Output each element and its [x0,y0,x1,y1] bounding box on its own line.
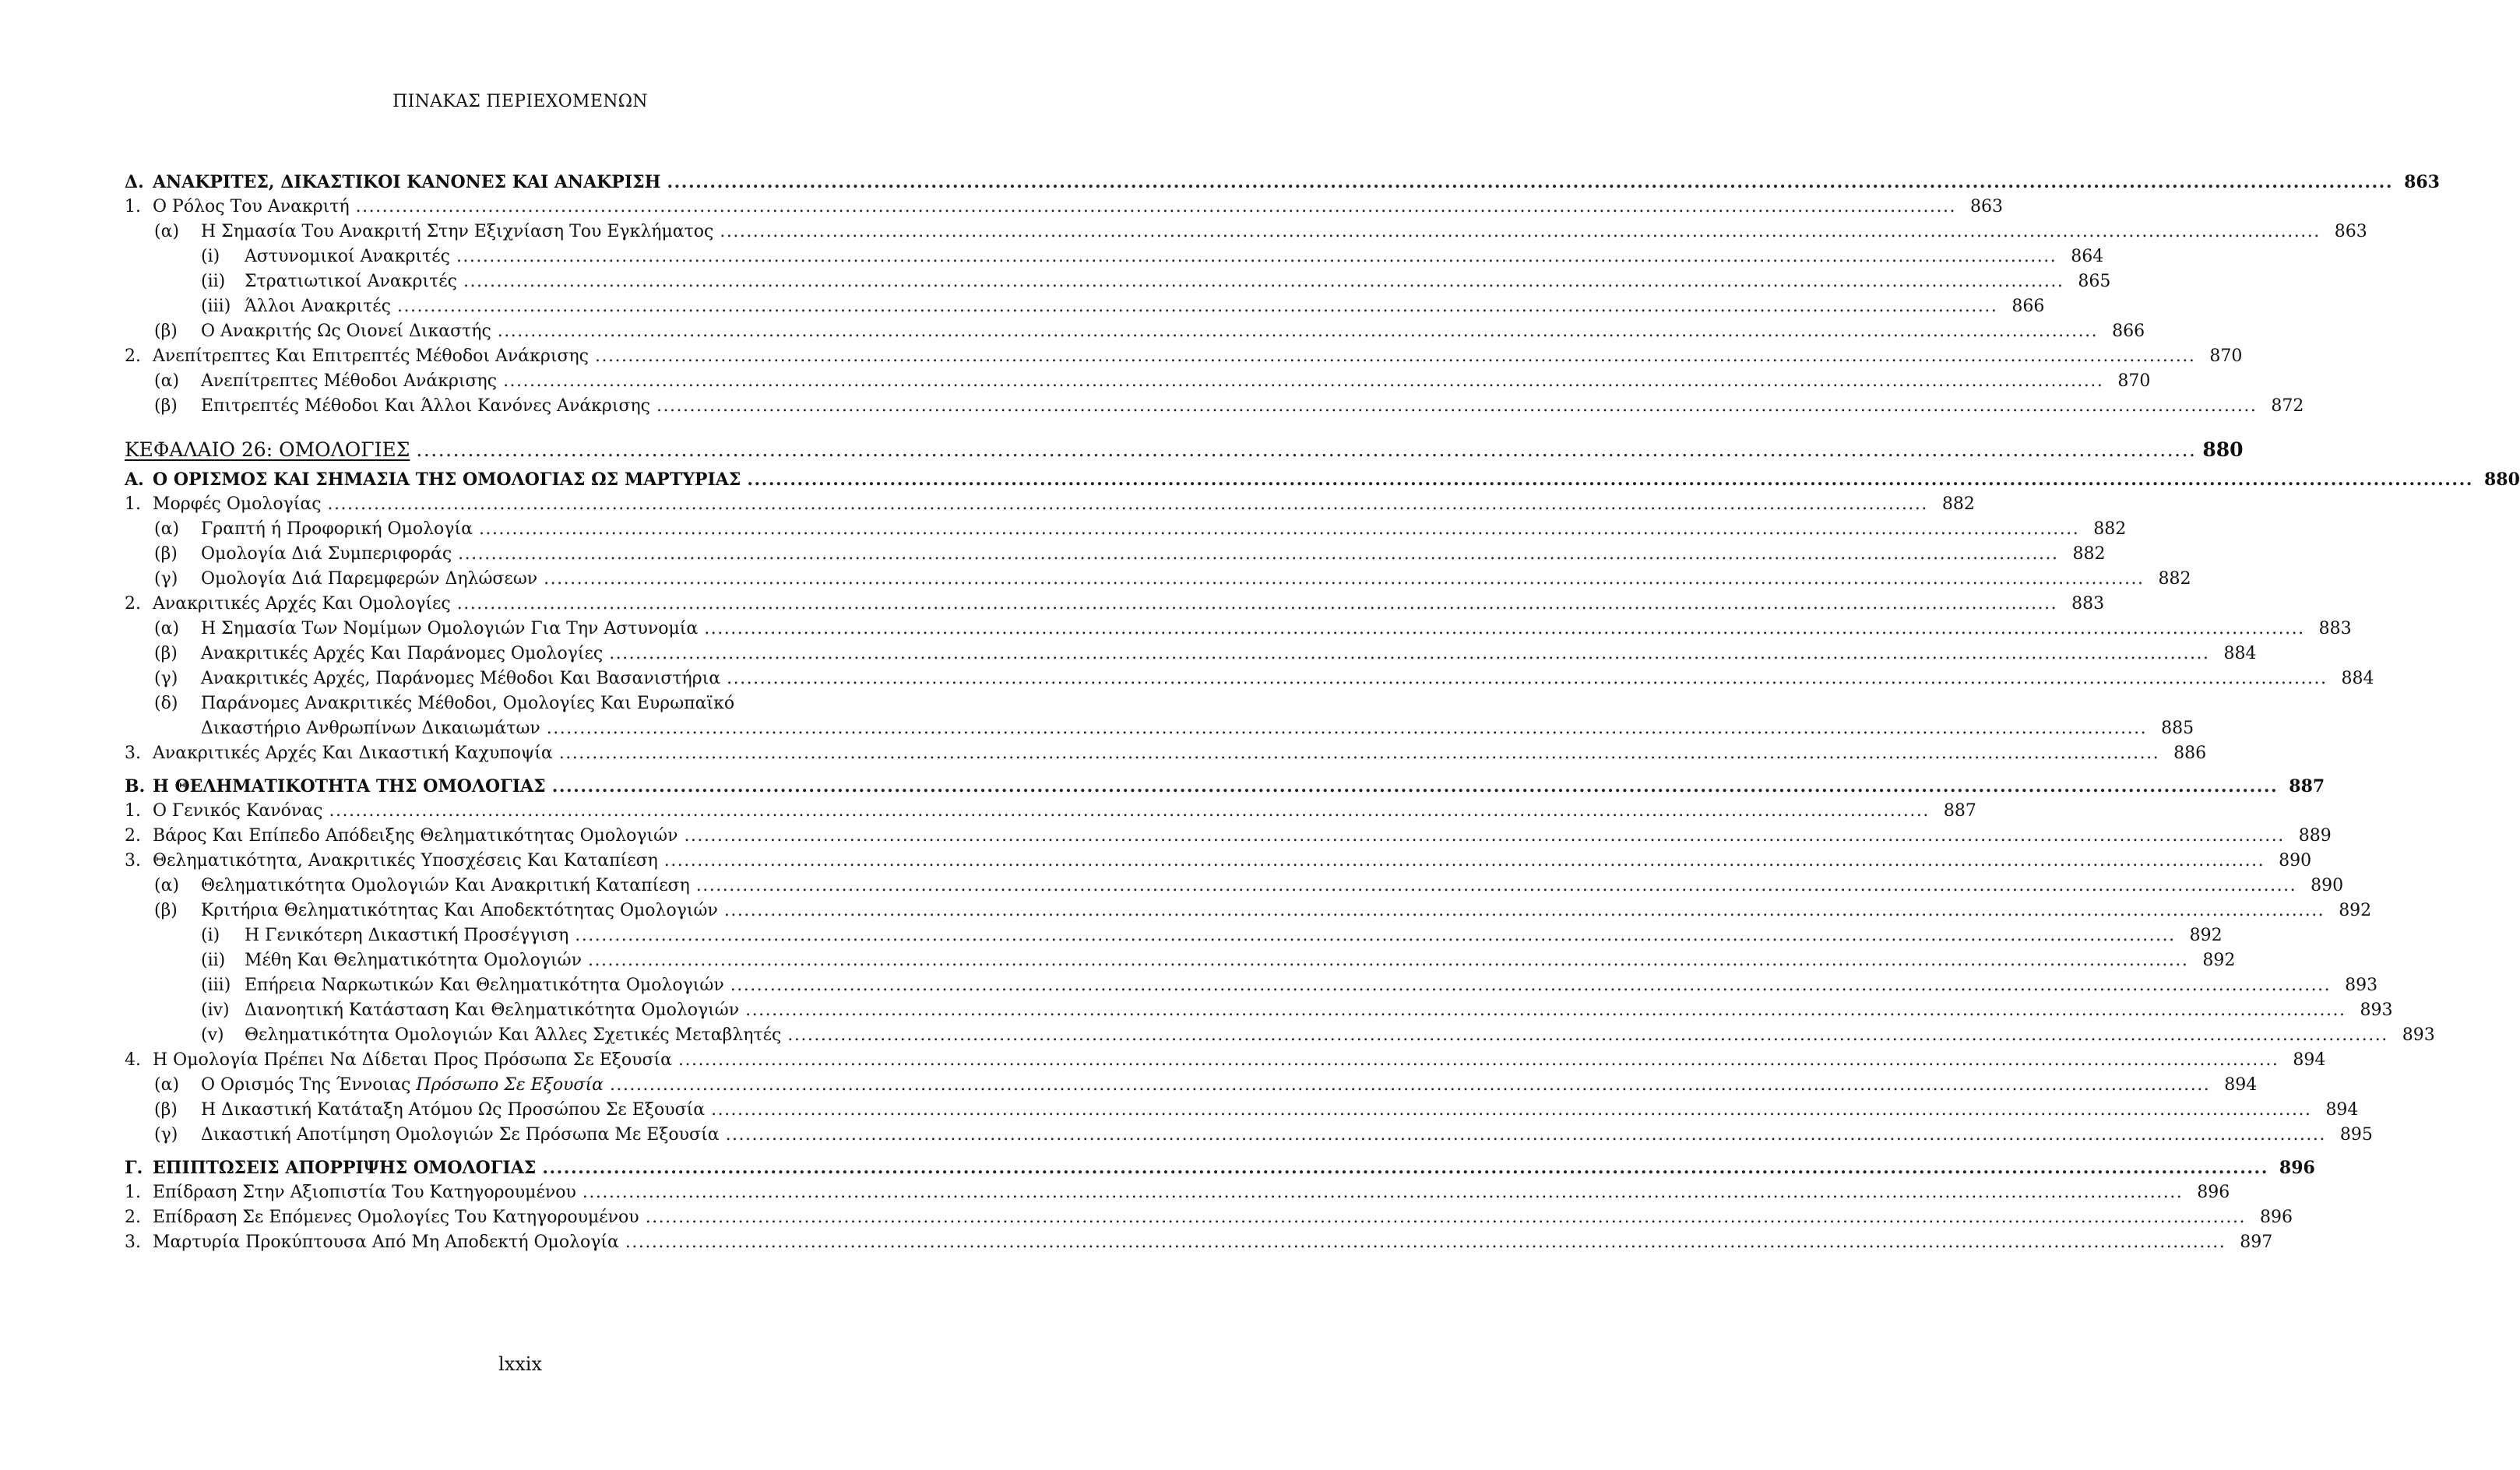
page-ref[interactable]: 870 [2117,371,2151,391]
entry-title-text: Θεληματικότητα Ομολογιών Και Ανακριτική Καταπίεση [201,876,690,895]
page-ref[interactable]: 894 [2325,1100,2359,1120]
page-ref[interactable]: 882 [2158,569,2191,589]
toc-entry [125,1073,2258,1098]
dot-leader [595,344,2195,369]
entry-title-text: Ανακριτικές Αρχές Και Παράνομες Ομολογίες [201,644,604,663]
entry-number: (β) [154,644,178,663]
entry-number: (γ) [154,1125,178,1145]
dot-leader [544,567,2144,592]
page-ref[interactable]: 870 [2209,346,2243,366]
page-ref[interactable]: 897 [2240,1233,2273,1252]
toc-entry [125,1098,2359,1123]
entry-title-text: Η Δικαστική Κατάταξη Ατόμου Ως Προσώπου Σε Εξουσία [201,1100,706,1120]
entry-title [153,467,741,492]
entry-title-text: ΑΝΑΚΡΙΤΕΣ, ΔΙΚΑΣΤΙΚΟΙ ΚΑΝΟΝΕΣ ΚΑΙ ΑΝΑΚΡΙΣΗ [153,172,661,192]
entry-title-text: Ανεπίτρεπτες Μέθοδοι Ανάκρισης [201,371,498,391]
page-ref[interactable]: 894 [2293,1050,2326,1070]
toc-entry [125,741,2207,766]
page-ref[interactable]: 887 [1943,801,1976,821]
entry-title [201,319,491,344]
entry-title [201,394,650,419]
entry-title [153,741,553,766]
page-ref[interactable]: 893 [2360,1001,2393,1020]
entry-title [201,874,690,899]
entry-title-text: Ανακριτικές Αρχές Και Δικαστική Καχυποψία [153,744,553,763]
entry-number: (iii) [201,976,231,995]
page-ref[interactable]: 885 [2161,719,2194,738]
toc-entry [125,617,2352,642]
entry-title-text: Ο Ορισμός Της Έννοιας [201,1075,417,1095]
page-ref[interactable]: 894 [2224,1075,2258,1095]
dot-leader [787,1023,2388,1048]
entry-title [201,666,720,691]
entry-title [153,170,660,195]
page-ref[interactable]: 892 [2189,926,2223,945]
entry-title [245,973,724,998]
dot-leader [498,319,2098,344]
toc-entry [125,691,924,716]
dot-leader [730,973,2331,998]
entry-title [153,824,678,849]
page-ref[interactable]: 896 [2260,1208,2293,1227]
toc-entry [125,220,2367,244]
dot-leader [684,824,2284,849]
page-ref[interactable]: 887 [2289,776,2325,797]
entry-title-text: Διανοητική Κατάσταση Και Θεληματικότητα Ομολογιών [245,1001,740,1020]
toc-entry [125,824,2332,849]
page-ref[interactable]: 892 [2339,901,2372,920]
entry-title-text: Ο Ανακριτής Ως Οιονεί Δικαστής [201,322,491,341]
entry-number: (v) [201,1025,224,1045]
toc-entry [125,344,2243,369]
entry-title-text: Στρατιωτικοί Ανακριτές [245,272,457,291]
page-ref[interactable]: 880 [2202,438,2244,461]
entry-title-text: Ανακριτικές Αρχές Και Ομολογίες [153,594,451,614]
dot-leader [356,195,1956,220]
dot-leader [678,1048,2279,1073]
toc-entry [125,849,2312,874]
entry-title [201,642,603,666]
entry-title-text: Άλλοι Ανακριτές [245,297,391,316]
dot-leader [328,492,1928,517]
entry-title [201,617,698,642]
toc-entry [125,1123,2373,1148]
page-ref[interactable]: 892 [2202,951,2236,970]
page-ref[interactable]: 864 [2071,247,2104,266]
toc-entry [125,923,2223,948]
entry-number: 3. [125,851,141,870]
entry-title-text: ΚΕΦΑΛΑΙΟ 26: ΟΜΟΛΟΓΙΕΣ [125,438,410,461]
toc-entry [125,1230,2273,1255]
entry-title-text: Βάρος Και Επίπεδο Απόδειξης Θεληματικότητας Ομολογιών [153,826,678,846]
entry-title-text: Κριτήρια Θεληματικότητας Και Αποδεκτότητας Ομολογιών [201,901,718,920]
toc-entry [125,319,2145,344]
toc-entry [125,542,2106,567]
toc-entry [125,195,2004,220]
entry-title [245,998,739,1023]
entry-title-text: Επίδραση Σε Επόμενες Ομολογίες Του Κατηγορουμένου [153,1208,639,1227]
dot-leader [711,1098,2311,1123]
entry-title [201,691,734,716]
dot-leader [664,849,2265,874]
entry-number: (iv) [201,1001,230,1020]
entry-title-text: Ομολογία Διά Παρεμφερών Δηλώσεων [201,569,538,589]
running-head: ΠΙΝΑΚΑΣ ΠΕΡΙΕΧΟΜΕΝΩΝ [392,92,648,111]
entry-number: (β) [154,544,178,564]
dot-leader [458,542,2058,567]
entry-title-text: Παράνομες Ανακριτικές Μέθοδοι, Ομολογίες Και Ευρωπαϊκό [201,694,735,713]
entry-number: (β) [154,901,178,920]
dot-leader [552,774,2279,799]
section-heading [125,467,2520,492]
toc-entry [125,394,2304,419]
page-ref[interactable]: 896 [2197,1183,2230,1202]
toc-entry [125,899,2372,923]
entry-title-text: Η Σημασία Των Νομίμων Ομολογιών Για Την Αστυνομία [201,619,699,638]
page-ref[interactable]: 895 [2339,1125,2373,1145]
entry-number: (α) [154,222,180,241]
dot-leader [416,433,2196,467]
entry-number: 3. [125,744,141,763]
page-ref[interactable]: 883 [2318,619,2352,638]
entry-title [245,244,450,269]
dot-leader [745,998,2346,1023]
page-ref[interactable]: 882 [2072,544,2106,564]
entry-title [153,1230,619,1255]
dot-leader [727,666,2327,691]
entry-title-text: Ο Ρόλος Του Ανακριτή [153,197,350,216]
section-heading [125,774,2325,799]
entry-title-text: Επίδραση Στην Αξιοπιστία Του Κατηγορουμένου [153,1183,576,1202]
toc-entry [125,567,2191,592]
toc-entry [125,948,2236,973]
entry-title [201,517,473,542]
entry-title-text: Μορφές Ομολογίας [153,494,322,514]
entry-number: 1. [125,494,141,514]
page-ref[interactable]: 880 [2483,469,2520,490]
entry-title [201,542,452,567]
entry-title [153,849,658,874]
page-ref[interactable]: 863 [1970,197,2004,216]
entry-number: (α) [154,619,180,638]
page-ref[interactable]: 893 [2402,1025,2435,1045]
entry-title [153,1205,639,1230]
page-ref[interactable]: 882 [1941,494,1975,514]
page-ref[interactable]: 872 [2271,396,2304,416]
entry-title [153,344,589,369]
dot-leader [463,269,2064,294]
dot-leader [610,1073,2210,1098]
toc-entry [125,642,2257,666]
section-heading [125,1155,2315,1180]
dot-leader [329,799,1929,824]
page-ref[interactable]: 884 [2223,644,2257,663]
entry-title-text: Μέθη Και Θεληματικότητα Ομολογιών [245,951,582,970]
page-ref[interactable]: 896 [2279,1158,2315,1178]
dot-leader [547,716,2147,741]
entry-title [153,492,322,517]
entry-title-text: Ο Γενικός Κανόνας [153,801,323,821]
entry-title [245,1023,781,1048]
entry-title [125,433,410,467]
page-ref[interactable]: 889 [2298,826,2332,846]
entry-number: Δ. [125,172,144,192]
page-ref[interactable]: 883 [2071,594,2105,614]
entry-title-text: Η Γενικότερη Δικαστική Προσέγγιση [245,926,569,945]
entry-number: (α) [154,876,180,895]
entry-title [201,1123,720,1148]
page-ref[interactable]: 890 [2279,851,2312,870]
entry-title-text: Ο ΟΡΙΣΜΟΣ ΚΑΙ ΣΗΜΑΣΙΑ ΤΗΣ ΟΜΟΛΟΓΙΑΣ ΩΣ ΜΑΡΤΥΡΙΑΣ [153,469,741,490]
entry-number: 1. [125,801,141,821]
entry-title-text: Επήρεια Ναρκωτικών Και Θεληματικότητα Ομολογιών [245,976,724,995]
toc-entry [125,269,2111,294]
toc-entry [125,998,2393,1023]
entry-number: 4. [125,1050,141,1070]
entry-title [201,1073,604,1098]
toc-entry [125,666,2374,691]
entry-title [201,716,540,741]
table-of-contents [125,170,2520,1255]
dot-leader [575,923,2175,948]
page-ref[interactable]: 863 [2404,172,2440,192]
toc-entry [125,1023,2435,1048]
toc-entry [125,874,2344,899]
toc-entry [125,716,2194,741]
toc-entry [125,592,2105,617]
page-ref[interactable]: 882 [2093,519,2127,539]
dot-leader [747,467,2473,492]
page-number: lxxix [498,1353,542,1375]
entry-number: (ii) [201,951,226,970]
toc-entry [125,1048,2326,1073]
entry-number: Α. [125,469,144,490]
entry-number: 2. [125,594,141,614]
entry-title-text: Ομολογία Διά Συμπεριφοράς [201,544,452,564]
dot-leader [726,1123,2326,1148]
entry-number: (i) [201,247,220,266]
dot-leader [559,741,2159,766]
entry-number: (α) [154,1075,180,1095]
page-ref[interactable]: 866 [2112,322,2145,341]
dot-leader [646,1205,2246,1230]
entry-title [245,294,391,319]
toc-entry [125,294,2045,319]
dot-leader [720,220,2320,244]
entry-number: (γ) [154,669,178,688]
entry-title [201,369,497,394]
entry-title [153,774,546,799]
entry-title [153,195,350,220]
entry-title [245,923,568,948]
entry-title [201,220,713,244]
entry-title [153,1155,536,1180]
entry-title-text: Επιτρεπτές Μέθοδοι Και Άλλοι Κανόνες Ανάκρισης [201,396,651,416]
entry-number: 3. [125,1233,141,1252]
entry-title-text: Θεληματικότητα Ομολογιών Και Άλλες Σχετικές Μεταβλητές [245,1025,782,1045]
dot-leader [456,244,2057,269]
entry-number: (α) [154,371,180,391]
dot-leader [667,170,2393,195]
entry-title [201,567,537,592]
entry-title-text: Γραπτή ή Προφορική Ομολογία [201,519,473,539]
page-ref[interactable]: 890 [2311,876,2344,895]
entry-title [245,269,457,294]
entry-number: 1. [125,197,141,216]
entry-number: (α) [154,519,180,539]
entry-title-text: Μαρτυρία Προκύπτουσα Από Μη Αποδεκτή Ομολογία [153,1233,619,1252]
dot-leader [503,369,2103,394]
page-ref[interactable]: 884 [2341,669,2374,688]
entry-title [201,899,718,923]
dot-leader [704,617,2304,642]
entry-title-text: Η Σημασία Του Ανακριτή Στην Εξιχνίαση Του Εγκλήματος [201,222,714,241]
toc-entry [125,799,1976,824]
entry-title-text: Δικαστήριο Ανθρωπίνων Δικαιωμάτων [201,719,540,738]
entry-title-text: Αστυνομικοί Ανακριτές [245,247,450,266]
entry-number: (β) [154,322,178,341]
toc-entry [125,492,1975,517]
dot-leader [397,294,1997,319]
entry-number: (ii) [201,272,226,291]
toc-entry [125,1205,2293,1230]
entry-number: (γ) [154,569,178,589]
dot-leader [582,1180,2183,1205]
entry-number: (δ) [154,694,178,713]
toc-entry [125,369,2151,394]
section-heading [125,170,2440,195]
entry-number: 2. [125,346,141,366]
dot-leader [724,899,2325,923]
page-ref[interactable]: 893 [2345,976,2378,995]
entry-title [153,1048,672,1073]
entry-title-text: Ανεπίτρεπτες Και Επιτρεπτές Μέθοδοι Ανάκρισης [153,346,589,366]
toc-entry [125,517,2127,542]
entry-title-text: Η ΘΕΛΗΜΑΤΙΚΟΤΗΤΑ ΤΗΣ ΟΜΟΛΟΓΙΑΣ [153,776,546,797]
toc-entry [125,973,2378,998]
dot-leader [625,1230,2226,1255]
entry-title [245,948,582,973]
entry-title-text: Θεληματικότητα, Ανακριτικές Υποσχέσεις Και Καταπίεση [153,851,658,870]
entry-title [153,1180,576,1205]
dot-leader [479,517,2079,542]
entry-title [153,592,451,617]
entry-title-italic: Πρόσωπο Σε Εξουσία [416,1075,604,1095]
chapter-heading [125,433,2244,467]
dot-leader [542,1155,2268,1180]
entry-number: 2. [125,1208,141,1227]
dot-leader [588,948,2188,973]
dot-leader [457,592,2057,617]
entry-number: (i) [201,926,220,945]
page-ref[interactable]: 865 [2078,272,2111,291]
entry-title [153,799,322,824]
dot-leader [696,874,2297,899]
page-ref[interactable]: 863 [2334,222,2367,241]
entry-title-text: Ανακριτικές Αρχές, Παράνομες Μέθοδοι Και Βασανιστήρια [201,669,721,688]
entry-number: Γ. [125,1158,143,1178]
dot-leader [609,642,2209,666]
page-ref[interactable]: 886 [2173,744,2207,763]
entry-title-text: Δικαστική Αποτίμηση Ομολογιών Σε Πρόσωπα Με Εξουσία [201,1125,720,1145]
toc-entry [125,1180,2230,1205]
entry-number: 1. [125,1183,141,1202]
entry-number: (β) [154,396,178,416]
entry-title-text: Η Ομολογία Πρέπει Να Δίδεται Προς Πρόσωπα Σε Εξουσία [153,1050,673,1070]
entry-number: 2. [125,826,141,846]
entry-title [201,1098,705,1123]
dot-leader [656,394,2257,419]
entry-title-text: ΕΠΙΠΤΩΣΕΙΣ ΑΠΟΡΡΙΨΗΣ ΟΜΟΛΟΓΙΑΣ [153,1158,537,1178]
entry-number: (iii) [201,297,231,316]
entry-number: (β) [154,1100,178,1120]
entry-number: Β. [125,776,146,797]
toc-entry [125,244,2104,269]
page-ref[interactable]: 866 [2011,297,2045,316]
